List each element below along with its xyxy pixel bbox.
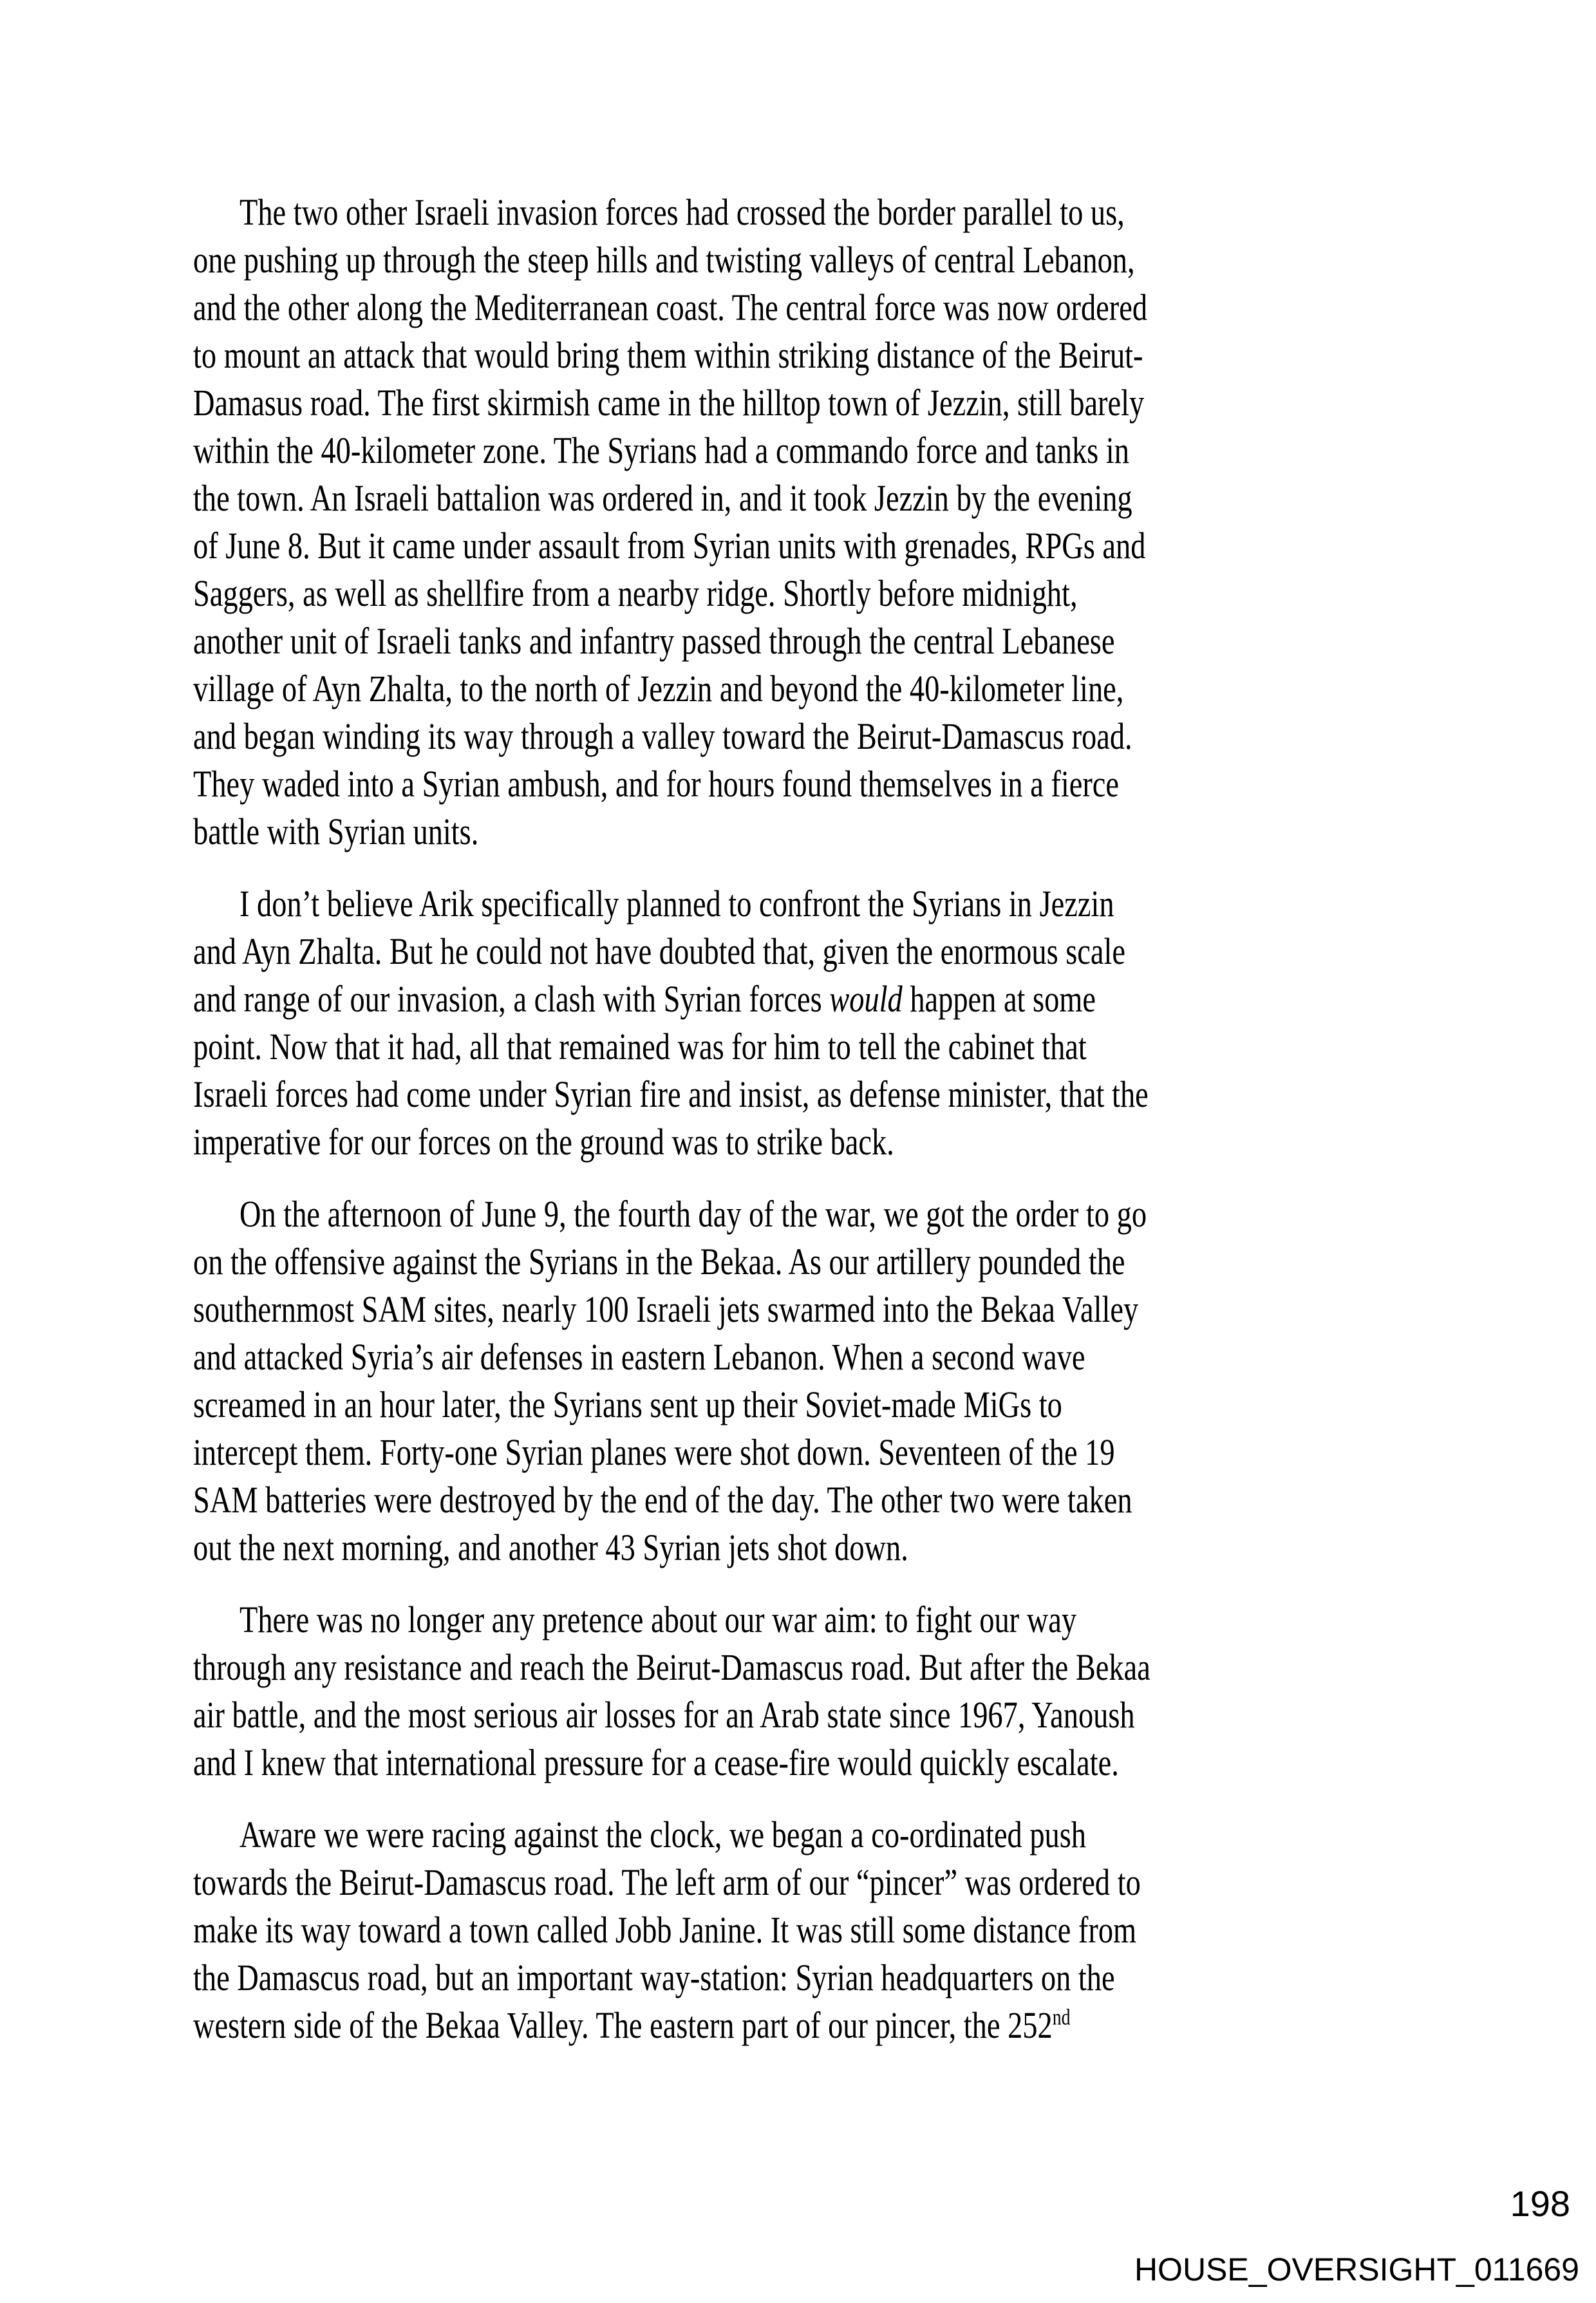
text-line: I don’t believe Arik specifically planned to confront the Syrians in Jezzin xyxy=(239,883,1114,925)
paragraph xyxy=(193,1811,1378,2049)
text-line: On the afternoon of June 9, the fourth day of the war, we got the order to go xyxy=(239,1193,1147,1235)
text-line: and range of our invasion, a clash with Syrian forces would happen at some xyxy=(193,978,1096,1020)
text-line: on the offensive against the Syrians in the Bekaa. As our artillery pounded the xyxy=(193,1241,1125,1283)
text-line: Damasus road. The first skirmish came in the hilltop town of Jezzin, still barely xyxy=(193,382,1145,424)
text-line: southernmost SAM sites, nearly 100 Israeli jets swarmed into the Bekaa Valley xyxy=(193,1288,1139,1330)
text-line: of June 8. But it came under assault from Syrian units with grenades, RPGs and xyxy=(193,525,1146,567)
text-line: They waded into a Syrian ambush, and for hours found themselves in a fierce xyxy=(193,763,1119,805)
text-line: one pushing up through the steep hills and twisting valleys of central Lebanon, xyxy=(193,239,1135,281)
text-line: village of Ayn Zhalta, to the north of Jezzin and beyond the 40-kilometer line, xyxy=(193,668,1124,710)
paragraph xyxy=(193,1190,1378,1572)
text-line: another unit of Israeli tanks and infantry passed through the central Lebanese xyxy=(193,620,1115,662)
body-text xyxy=(193,189,1378,2074)
text-line: western side of the Bekaa Valley. The eastern part of our pincer, the 252nd xyxy=(193,2004,1071,2046)
text-line: battle with Syrian units. xyxy=(193,811,479,852)
text-line: to mount an attack that would bring them within striking distance of the Beirut- xyxy=(193,334,1143,376)
text-line: make its way toward a town called Jobb Janine. It was still some distance from xyxy=(193,1909,1137,1951)
text-line: Saggers, as well as shellfire from a nearby ridge. Shortly before midnight, xyxy=(193,572,1078,614)
text-line: towards the Beirut-Damascus road. The left arm of our “pincer” was ordered to xyxy=(193,1861,1141,1903)
text-line: and I knew that international pressure for a cease-fire would quickly escalate. xyxy=(193,1742,1119,1783)
text-line: screamed in an hour later, the Syrians sent up their Soviet-made MiGs to xyxy=(193,1384,1062,1425)
text-line: and attacked Syria’s air defenses in eastern Lebanon. When a second wave xyxy=(193,1336,1085,1378)
text-line: point. Now that it had, all that remained was for him to tell the cabinet that xyxy=(193,1026,1087,1067)
paragraph xyxy=(193,880,1378,1166)
text-line: air battle, and the most serious air losses for an Arab state since 1967, Yanoush xyxy=(193,1694,1135,1736)
text-line: the town. An Israeli battalion was ordered in, and it took Jezzin by the evening xyxy=(193,477,1132,519)
text-line: out the next morning, and another 43 Syrian jets shot down. xyxy=(193,1527,908,1568)
text-line: Israeli forces had come under Syrian fire and insist, as defense minister, that the xyxy=(193,1073,1149,1115)
text-line: and Ayn Zhalta. But he could not have doubted that, given the enormous scale xyxy=(193,930,1125,972)
page-number: 198 xyxy=(1510,2183,1570,2224)
text-line: The two other Israeli invasion forces had crossed the border parallel to us, xyxy=(239,191,1125,233)
text-line: within the 40-kilometer zone. The Syrians had a commando force and tanks in xyxy=(193,429,1129,471)
text-line: through any resistance and reach the Beirut-Damascus road. But after the Bekaa xyxy=(193,1646,1150,1688)
text-line: and the other along the Mediterranean coast. The central force was now ordered xyxy=(193,287,1148,328)
bates-stamp: HOUSE_OVERSIGHT_011669 xyxy=(1134,2251,1579,2288)
text-line: intercept them. Forty-one Syrian planes were shot down. Seventeen of the 19 xyxy=(193,1431,1115,1473)
text-line: and began winding its way through a valley toward the Beirut-Damascus road. xyxy=(193,715,1132,757)
paragraph xyxy=(193,189,1378,856)
text-line: There was no longer any pretence about our war aim: to fight our way xyxy=(239,1599,1077,1640)
text-line: Aware we were racing against the clock, we began a co-ordinated push xyxy=(239,1814,1086,1856)
text-line: SAM batteries were destroyed by the end of the day. The other two were taken xyxy=(193,1479,1132,1521)
text-line: imperative for our forces on the ground was to strike back. xyxy=(193,1121,894,1163)
text-line: the Damascus road, but an important way-station: Syrian headquarters on the xyxy=(193,1957,1115,1998)
paragraph xyxy=(193,1596,1378,1787)
